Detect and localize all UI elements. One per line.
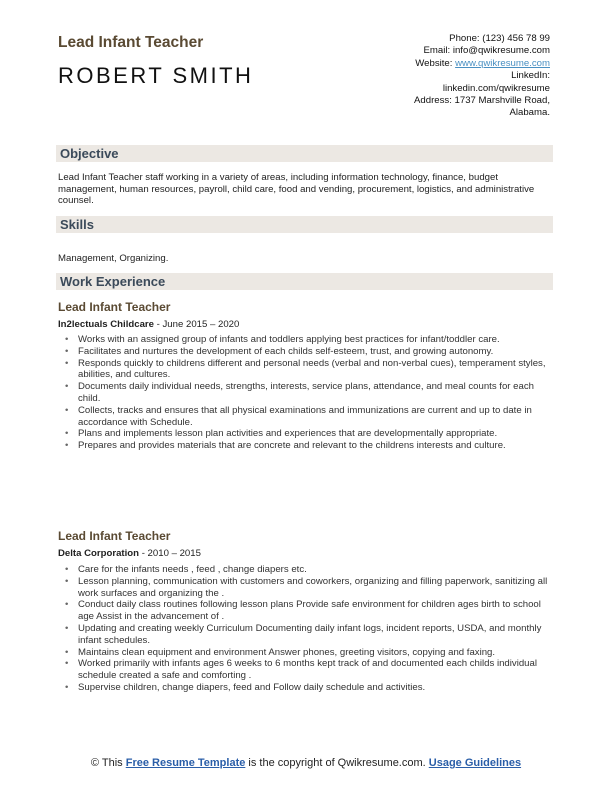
job-2-company: Delta Corporation [58, 548, 140, 559]
skills-text: Management, Organizing. [58, 253, 169, 264]
job-2-bullets [58, 564, 550, 694]
job-1-title: Lead Infant Teacher [58, 300, 171, 314]
footer-copyright-text: is the copyright of Qwikresume.com. [245, 757, 429, 769]
list-item: • Documents daily individual needs, strengths, interests, service plans, attendance, and meal counts for each child. [58, 381, 550, 405]
list-item: • Responds quickly to childrens different and personal needs (verbal and non-verbal cues), temperament styles, abilities, and cultures. [58, 358, 550, 382]
usage-guidelines-link[interactable]: Usage Guidelines [428, 757, 522, 769]
job-2-dates: - 2010 – 2015 [139, 548, 201, 559]
list-item: • Works with an assigned group of infants and toddlers applying best practices for infant/toddler care. [58, 334, 550, 346]
list-item: • Worked primarily with infants ages 6 weeks to 6 months kept track of and documented each childs individual schedule created a safe and comforting . [58, 658, 550, 682]
job-2-title: Lead Infant Teacher [58, 529, 171, 543]
free-resume-template-link[interactable]: Free Resume Template [125, 757, 246, 769]
footer [0, 757, 612, 771]
contact-address-line1: Address: 1737 Marshville Road, [414, 95, 550, 107]
list-item: • Conduct daily class routines following lesson plans Provide safe environment for children ages birth to school age Assist in the advancement of . [58, 599, 550, 623]
job-1-company-line [58, 319, 239, 330]
list-item: • Care for the infants needs , feed , change diapers etc. [58, 564, 550, 576]
work-experience-heading: Work Experience [56, 273, 553, 290]
contact-website-link[interactable]: www.qwikresume.com [455, 57, 550, 69]
contact-website [310, 58, 550, 70]
list-item: • Supervise children, change diapers, feed and Follow daily schedule and activities. [58, 682, 550, 694]
candidate-name: ROBERT SMITH [58, 63, 254, 88]
job-1-dates: - June 2015 – 2020 [153, 319, 240, 330]
contact-phone: Phone: (123) 456 78 99 [449, 33, 550, 44]
contact-address-line2: Alabama. [509, 107, 550, 119]
list-item: • Lesson planning, communication with customers and coworkers, organizing and filling paperwork, sanitizing all work surfaces and organizing the . [58, 576, 550, 600]
header-job-title: Lead Infant Teacher [58, 34, 204, 51]
job-2-company-line [58, 548, 201, 559]
objective-heading: Objective [56, 145, 553, 162]
contact-website-label: Website: [415, 57, 456, 69]
contact-email: Email: info@qwikresume.com [423, 45, 550, 57]
list-item: • Prepares and provides materials that are concrete and relevant to the childrens interests and culture. [58, 440, 550, 452]
footer-prefix: © This [90, 757, 126, 769]
skills-heading: Skills [56, 216, 553, 233]
list-item: • Facilitates and nurtures the development of each childs self-esteem, trust, and growing autonomy. [58, 346, 550, 358]
job-1-company: In2lectuals Childcare [58, 319, 154, 330]
list-item: • Updating and creating weekly Curriculum Documenting daily infant logs, incident reports, USDA, and monthly infant schedules. [58, 623, 550, 647]
list-item: • Plans and implements lesson plan activities and experiences that are developmentally appropriate. [58, 428, 550, 440]
contact-block [310, 33, 550, 120]
list-item: • Maintains clean equipment and environment Answer phones, greeting visitors, copying and faxing. [58, 647, 550, 659]
objective-text: Lead Infant Teacher staff working in a variety of areas, including information technology, finance, budget management, human resources, payroll, child care, food and vending, procurement, logistics, and administrative counsel. [58, 172, 535, 207]
list-item: • Collects, tracks and ensures that all physical examinations and immunizations are current and up to date in accordance with Schedule. [58, 405, 550, 429]
contact-linkedin-value: linkedin.com/qwikresume [442, 82, 550, 94]
job-1-bullets [58, 334, 550, 452]
contact-linkedin-label: LinkedIn: [511, 70, 550, 82]
